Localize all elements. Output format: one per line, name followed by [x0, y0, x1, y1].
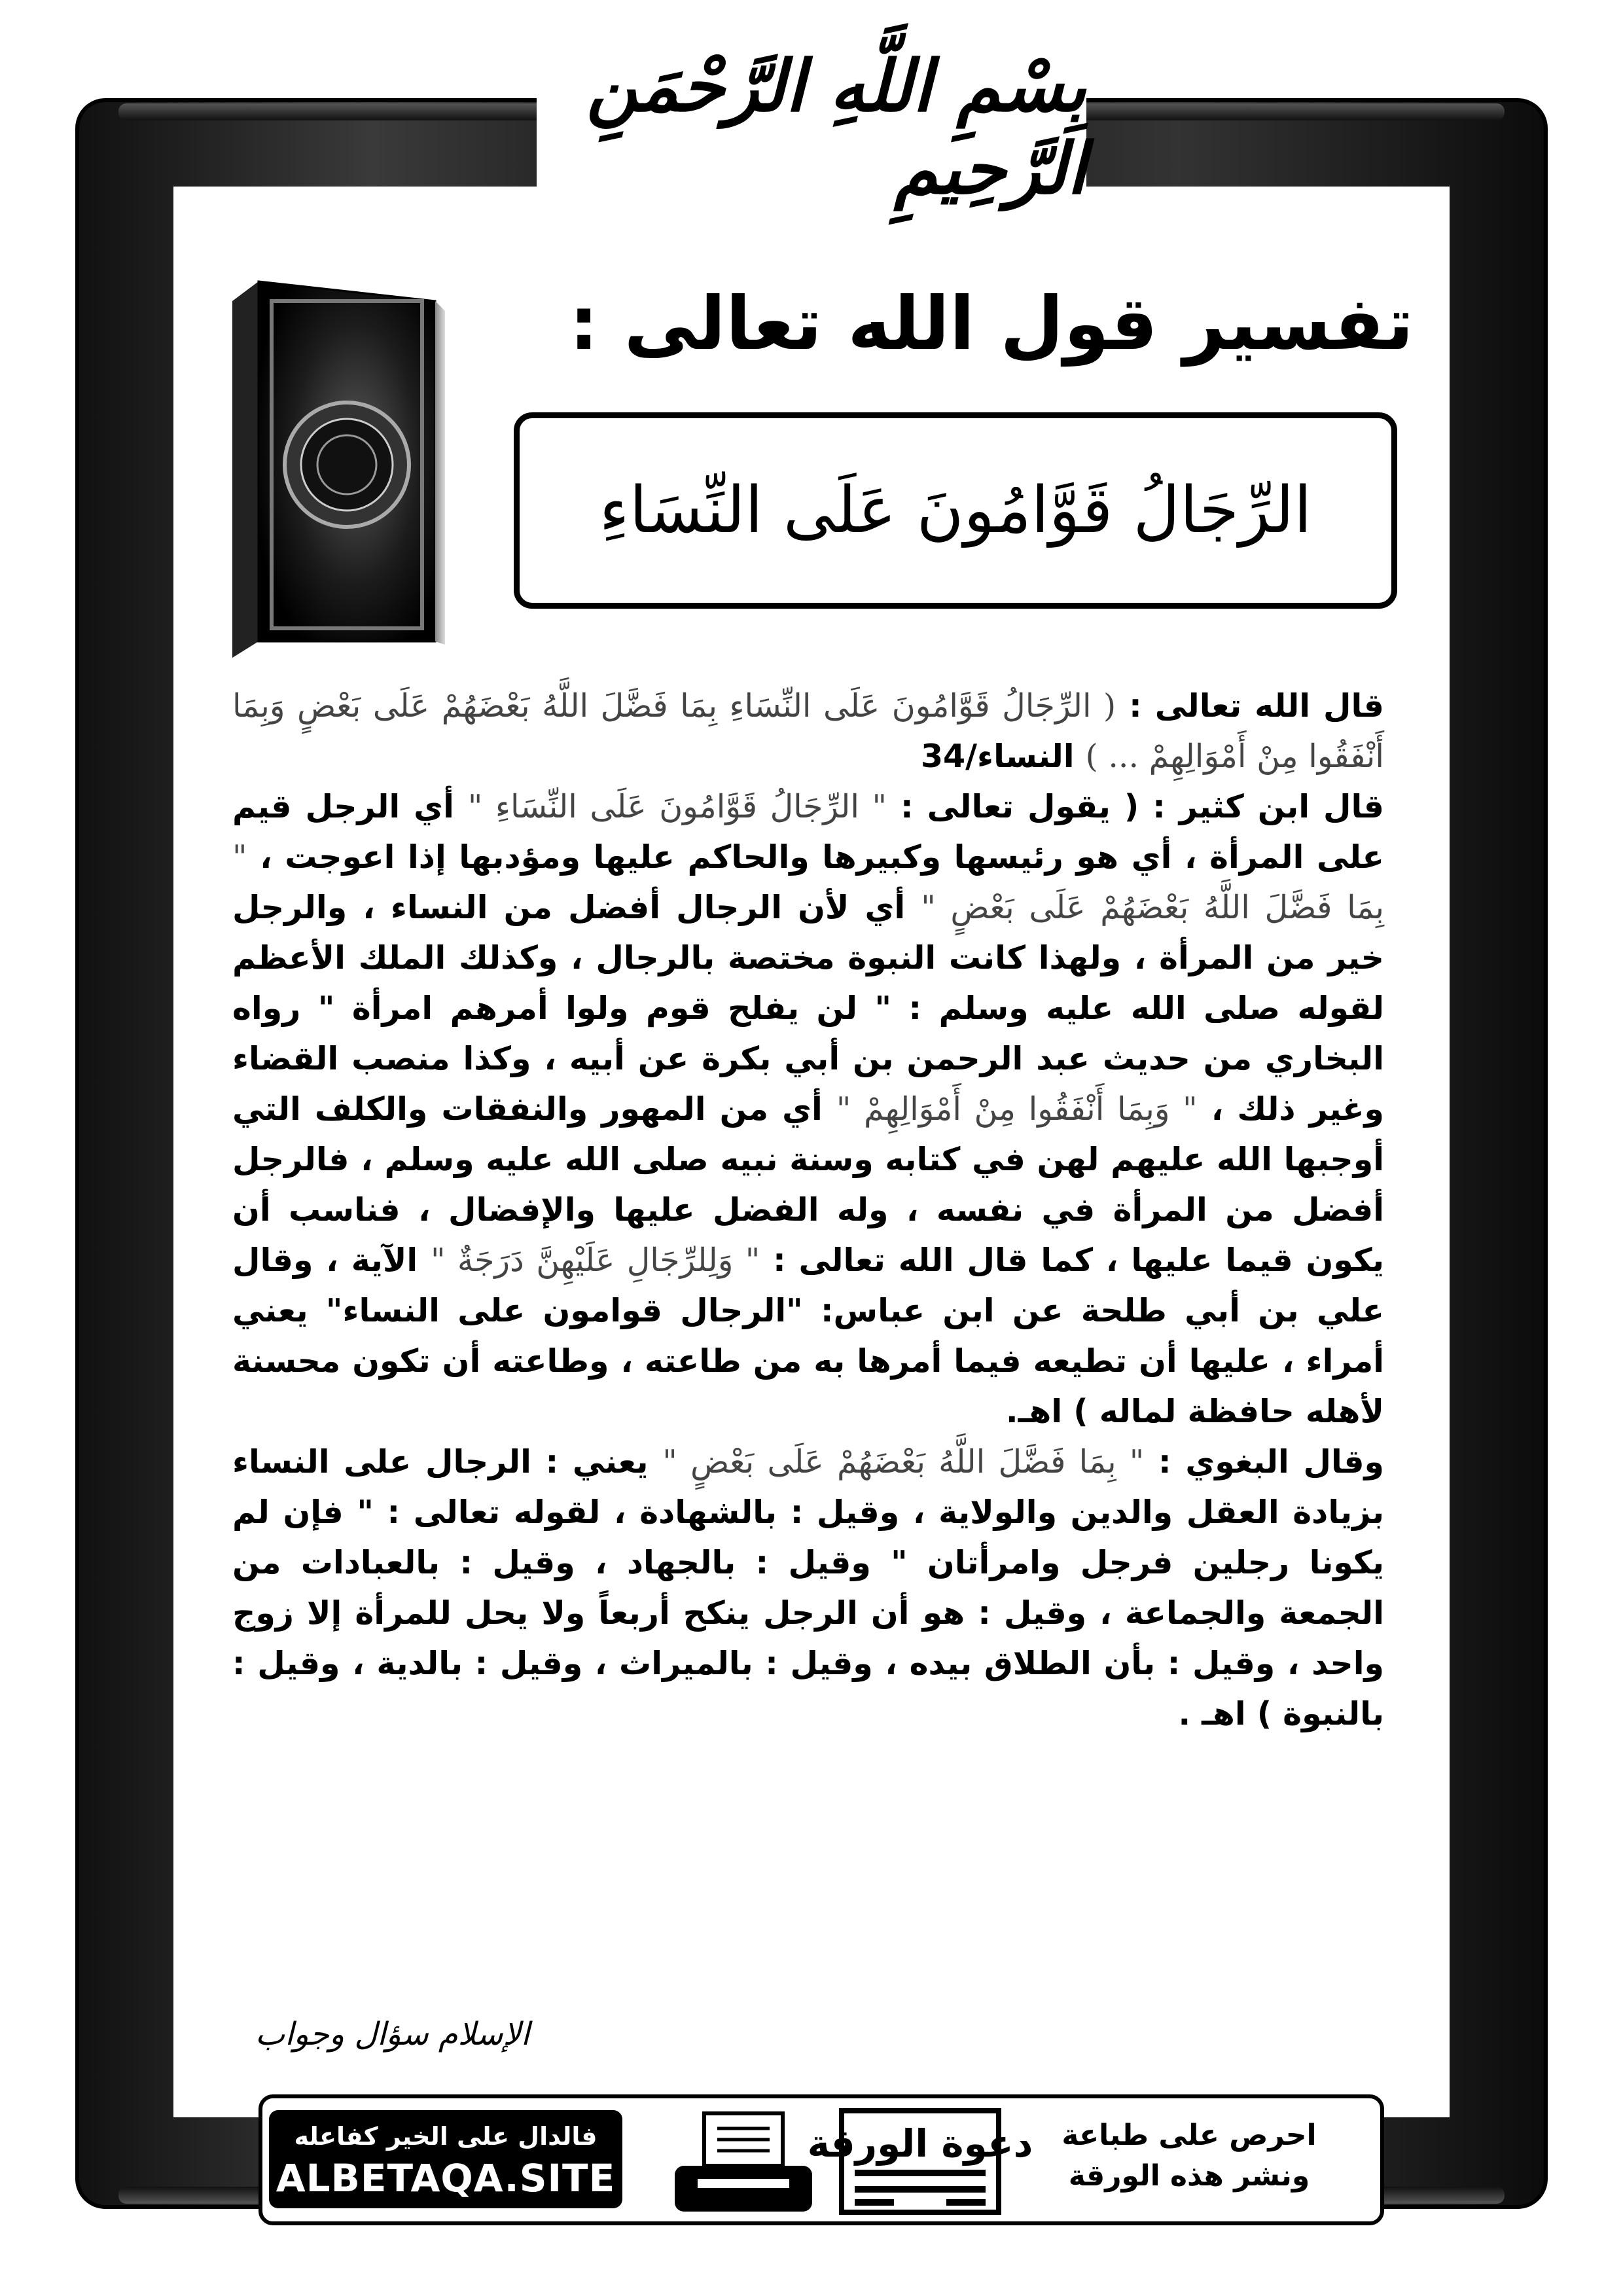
- page-title: تفسير قول الله تعالى :: [569, 281, 1414, 367]
- footer-banner: [259, 2094, 1384, 2225]
- paragraph-ibn-kathir: [232, 781, 1384, 1437]
- quran-label: قال الله تعالى :: [1129, 687, 1385, 725]
- basmala-calligraphy: بِسْمِ اللَّهِ الرَّحْمَنِ الرَّحِيمِ: [537, 39, 1086, 216]
- ibn-kathir-text-4: الآية ، وقال علي بن أبي طلحة عن ابن عباس: "الرجال قوامون على النساء" يعني أمراء ، عليها أن تطيعه فيما أمرها به من طاعته ، وطاعته أن تكون محسنة لأهله حافظة لماله ) اهـ.: [232, 1242, 1384, 1430]
- footer-print-notice: [1006, 2109, 1372, 2207]
- ibn-kathir-intro: قال ابن كثير : ( يقول تعالى :: [901, 788, 1384, 825]
- quran-verse: ( الرِّجَالُ قَوَّامُونَ عَلَى النِّسَاءِ بِمَا فَضَّلَ اللَّهُ بَعْضَهُمْ عَلَى بَعْضٍ وَبِمَا أَنْفَقُوا مِنْ أَمْوَالِهِمْ ... ): [232, 687, 1384, 775]
- tafsir-body: [232, 681, 1384, 1996]
- footer-motto: فالدال على الخير كفاعله: [294, 2122, 597, 2151]
- ibn-kathir-verse-2: " بِمَا فَضَّلَ اللَّهُ بَعْضَهُمْ عَلَى بَعْضٍ ": [232, 838, 1384, 926]
- baghawi-verse: " بِمَا فَضَّلَ اللَّهُ بَعْضَهُمْ عَلَى بَعْضٍ ": [662, 1443, 1145, 1480]
- print-notice-line-1: احرص على طباعة: [1061, 2119, 1317, 2152]
- footer-site-link[interactable]: ALBETAQA.SITE: [276, 2156, 616, 2200]
- verse-text: الرِّجَالُ قَوَّامُونَ عَلَى النِّسَاءِ: [599, 473, 1312, 548]
- ibn-kathir-text-1: أي الرجل قيم على المرأة ، أي هو رئيسها وكبيرها والحاكم عليها ومؤدبها إذا اعوجت ،: [232, 788, 1384, 876]
- printer-icon: [668, 2110, 819, 2215]
- ibn-kathir-text-3: أي من المهور والنفقات والكلف التي أوجبها الله عليهم لهن في كتابه وسنة نبيه صلى الله عليه وسلم ، فالرجل أفضل من المرأة في نفسه ، وله الفضل عليها والإفضال ، فناسب أن يكون قيما عليها ، كما قال الله تعالى :: [232, 1090, 1384, 1279]
- print-notice-line-2: ونشر هذه الورقة: [1068, 2159, 1310, 2193]
- footer-site-block: [269, 2110, 622, 2208]
- baghawi-intro: وقال البغوي :: [1158, 1443, 1384, 1480]
- quran-reference: النساء/34: [920, 738, 1075, 775]
- baghawi-text: يعني : الرجال على النساء بزيادة العقل والدين والولاية ، وقيل : بالشهادة ، لقوله تعالى : " فإن لم يكونا رجلين فرجل وامرأتان " وقيل : بالجهاد ، وقيل : بالعبادات من الجمعة والجماعة ، وقيل : هو أن الرجل ينكح أربعاً ولا يحل للمرأة إلا زوج واحد ، وقيل : بأن الطلاق بيده ، وقيل : بالميراث ، وقيل : بالدية ، وقيل : بالنبوة ) اهـ .: [232, 1443, 1384, 1732]
- paragraph-quran: [232, 681, 1384, 781]
- quran-book-icon: [219, 275, 455, 661]
- ibn-kathir-text-2: أي لأن الرجال أفضل من النساء ، والرجل خير من المرأة ، ولهذا كانت النبوة مختصة بالرجال ، وكذلك الملك الأعظم لقوله صلى الله عليه وسلم : " لن يفلح قوم ولوا أمرهم امرأة " رواه البخاري من حديث عبد الرحمن بن أبي بكرة عن أبيه ، وكذا منصب القضاء وغير ذلك ،: [232, 889, 1384, 1128]
- ibn-kathir-verse-3: " وَبِمَا أَنْفَقُوا مِنْ أَمْوَالِهِمْ ": [836, 1090, 1198, 1128]
- ibn-kathir-verse-4: " وَلِلرِّجَالِ عَلَيْهِنَّ دَرَجَةٌ ": [430, 1242, 760, 1279]
- source-credit: الإسلام سؤال وجواب: [255, 2016, 530, 2053]
- paragraph-baghawi: [232, 1437, 1384, 1739]
- dawa-logo: [807, 2108, 1033, 2215]
- verse-box: [514, 412, 1397, 609]
- ibn-kathir-verse-1: " الرِّجَالُ قَوَّامُونَ عَلَى النِّسَاءِ ": [467, 788, 887, 825]
- dawa-logo-text: دعوة الورقة: [807, 2121, 1033, 2166]
